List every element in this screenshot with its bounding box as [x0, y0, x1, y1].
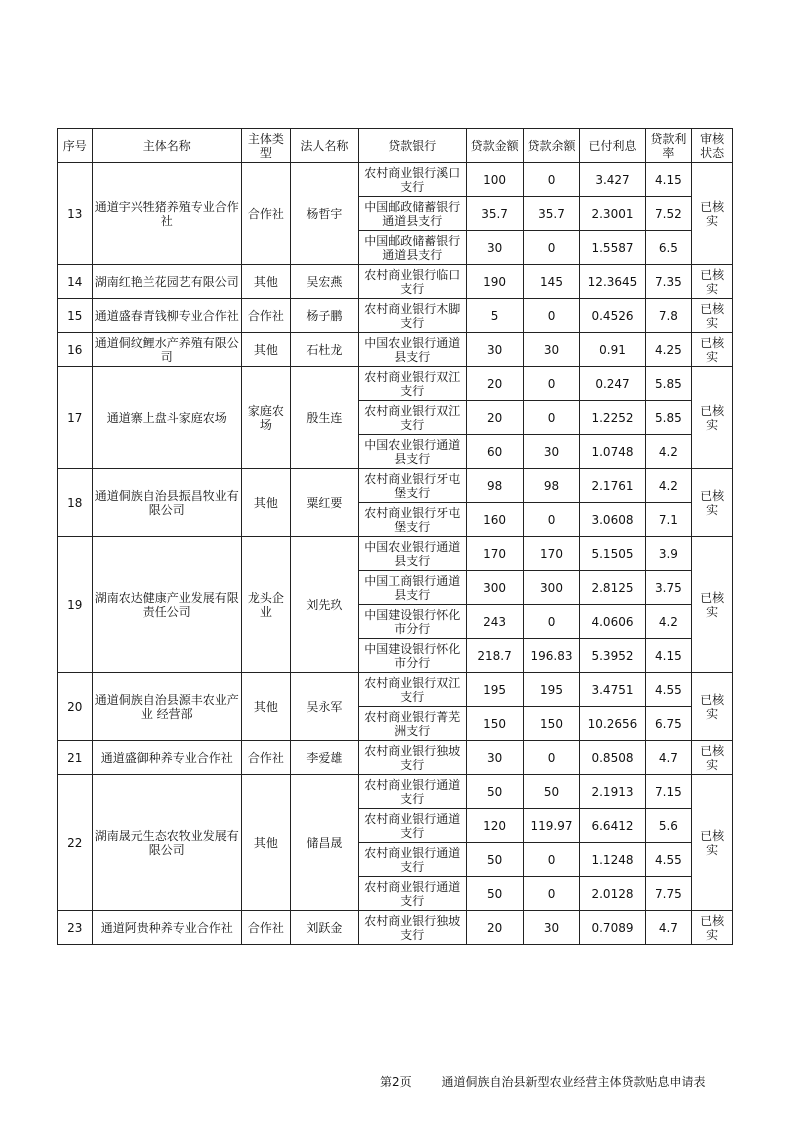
- paid-interest: 4.0606: [580, 605, 645, 639]
- loan-balance: 170: [523, 537, 580, 571]
- paid-interest: 1.1248: [580, 843, 645, 877]
- loan-amount: 20: [466, 367, 523, 401]
- review-status: 已核实: [692, 537, 733, 673]
- loan-balance: 0: [523, 877, 580, 911]
- loan-balance: 98: [523, 469, 580, 503]
- loan-amount: 50: [466, 877, 523, 911]
- loan-balance: 0: [523, 231, 580, 265]
- loan-amount: 35.7: [466, 197, 523, 231]
- entity-type: 合作社: [241, 911, 290, 945]
- loan-rate: 4.7: [645, 741, 692, 775]
- paid-interest: 0.247: [580, 367, 645, 401]
- loan-rate: 4.2: [645, 605, 692, 639]
- header-no: 序号: [58, 129, 93, 163]
- loan-bank: 农村商业银行独坡支行: [358, 911, 466, 945]
- loan-amount: 30: [466, 231, 523, 265]
- loan-bank: 农村商业银行牙屯堡支行: [358, 469, 466, 503]
- table-row: [58, 333, 733, 367]
- page-number: 第2页: [380, 1075, 412, 1089]
- loan-rate: 3.75: [645, 571, 692, 605]
- loan-balance: 145: [523, 265, 580, 299]
- legal-person: 吴宏燕: [290, 265, 358, 299]
- header-balance: 贷款余额: [523, 129, 580, 163]
- paid-interest: 0.91: [580, 333, 645, 367]
- header-type: 主体类型: [241, 129, 290, 163]
- legal-person: 刘跃金: [290, 911, 358, 945]
- loan-balance: 0: [523, 605, 580, 639]
- loan-rate: 7.8: [645, 299, 692, 333]
- header-status: 审核状态: [692, 129, 733, 163]
- loan-bank: 农村商业银行通道支行: [358, 843, 466, 877]
- table-row: [58, 537, 733, 571]
- row-number: 14: [58, 265, 93, 299]
- table-row: [58, 775, 733, 809]
- page-footer: [380, 1073, 705, 1090]
- loan-bank: 农村商业银行独坡支行: [358, 741, 466, 775]
- entity-type: 合作社: [241, 163, 290, 265]
- loan-bank: 农村商业银行牙屯堡支行: [358, 503, 466, 537]
- loan-bank: 中国建设银行怀化市分行: [358, 605, 466, 639]
- loan-amount: 98: [466, 469, 523, 503]
- loan-rate: 5.85: [645, 367, 692, 401]
- loan-balance: 0: [523, 503, 580, 537]
- entity-type: 合作社: [241, 741, 290, 775]
- paid-interest: 6.6412: [580, 809, 645, 843]
- legal-person: 李爱雄: [290, 741, 358, 775]
- header-rate: 贷款利率: [645, 129, 692, 163]
- paid-interest: 2.8125: [580, 571, 645, 605]
- review-status: 已核实: [692, 367, 733, 469]
- loan-bank: 中国农业银行通道县支行: [358, 435, 466, 469]
- review-status: 已核实: [692, 299, 733, 333]
- entity-type: 合作社: [241, 299, 290, 333]
- loan-rate: 4.2: [645, 469, 692, 503]
- table-row: [58, 367, 733, 401]
- entity-name: 通道侗纹鲤水产养殖有限公司: [92, 333, 241, 367]
- loan-bank: 中国农业银行通道县支行: [358, 537, 466, 571]
- loan-balance: 119.97: [523, 809, 580, 843]
- table-row: [58, 673, 733, 707]
- row-number: 16: [58, 333, 93, 367]
- row-number: 19: [58, 537, 93, 673]
- loan-balance: 150: [523, 707, 580, 741]
- review-status: 已核实: [692, 163, 733, 265]
- document-title: 通道侗族自治县新型农业经营主体贷款贴息申请表: [441, 1075, 706, 1089]
- header-interest: 已付利息: [580, 129, 645, 163]
- paid-interest: 3.0608: [580, 503, 645, 537]
- loan-bank: 农村商业银行通道支行: [358, 809, 466, 843]
- entity-name: 湖南红艳兰花园艺有限公司: [92, 265, 241, 299]
- entity-name: 通道侗族自治县振昌牧业有限公司: [92, 469, 241, 537]
- loan-amount: 150: [466, 707, 523, 741]
- loan-amount: 100: [466, 163, 523, 197]
- legal-person: 杨哲宇: [290, 163, 358, 265]
- row-number: 22: [58, 775, 93, 911]
- legal-person: 殷生连: [290, 367, 358, 469]
- loan-bank: 农村商业银行菁芜洲支行: [358, 707, 466, 741]
- paid-interest: 3.427: [580, 163, 645, 197]
- loan-balance: 300: [523, 571, 580, 605]
- review-status: 已核实: [692, 673, 733, 741]
- entity-type: 家庭农场: [241, 367, 290, 469]
- entity-name: 通道宇兴牲猪养殖专业合作社: [92, 163, 241, 265]
- loan-bank: 农村商业银行临口支行: [358, 265, 466, 299]
- paid-interest: 2.0128: [580, 877, 645, 911]
- table-row: [58, 299, 733, 333]
- loan-amount: 50: [466, 843, 523, 877]
- paid-interest: 1.5587: [580, 231, 645, 265]
- loan-rate: 5.85: [645, 401, 692, 435]
- entity-type: 其他: [241, 333, 290, 367]
- entity-name: 通道盛春青钱柳专业合作社: [92, 299, 241, 333]
- loan-balance: 196.83: [523, 639, 580, 673]
- loan-amount: 30: [466, 333, 523, 367]
- paid-interest: 5.3952: [580, 639, 645, 673]
- header-bank: 贷款银行: [358, 129, 466, 163]
- loan-bank: 中国工商银行通道县支行: [358, 571, 466, 605]
- loan-rate: 6.75: [645, 707, 692, 741]
- loan-amount: 195: [466, 673, 523, 707]
- loan-amount: 50: [466, 775, 523, 809]
- paid-interest: 1.2252: [580, 401, 645, 435]
- loan-rate: 4.25: [645, 333, 692, 367]
- table-row: [58, 911, 733, 945]
- entity-type: 其他: [241, 469, 290, 537]
- paid-interest: 1.0748: [580, 435, 645, 469]
- loan-rate: 3.9: [645, 537, 692, 571]
- loan-balance: 195: [523, 673, 580, 707]
- entity-name: 湖南晟元生态农牧业发展有限公司: [92, 775, 241, 911]
- entity-name: 通道寨上盘斗家庭农场: [92, 367, 241, 469]
- loan-bank: 中国农业银行通道县支行: [358, 333, 466, 367]
- paid-interest: 2.3001: [580, 197, 645, 231]
- loan-rate: 7.1: [645, 503, 692, 537]
- row-number: 20: [58, 673, 93, 741]
- entity-name: 通道阿贵种养专业合作社: [92, 911, 241, 945]
- loan-rate: 7.35: [645, 265, 692, 299]
- loan-rate: 4.7: [645, 911, 692, 945]
- row-number: 15: [58, 299, 93, 333]
- loan-balance: 35.7: [523, 197, 580, 231]
- header-amount: 贷款金额: [466, 129, 523, 163]
- entity-type: 龙头企业: [241, 537, 290, 673]
- table-body: [58, 163, 733, 945]
- loan-table: [57, 128, 733, 945]
- loan-balance: 30: [523, 911, 580, 945]
- legal-person: 粟红要: [290, 469, 358, 537]
- loan-rate: 4.2: [645, 435, 692, 469]
- review-status: 已核实: [692, 775, 733, 911]
- loan-amount: 218.7: [466, 639, 523, 673]
- loan-rate: 4.55: [645, 843, 692, 877]
- legal-person: 杨子鹏: [290, 299, 358, 333]
- review-status: 已核实: [692, 911, 733, 945]
- loan-bank: 农村商业银行双江支行: [358, 401, 466, 435]
- loan-amount: 160: [466, 503, 523, 537]
- review-status: 已核实: [692, 469, 733, 537]
- row-number: 23: [58, 911, 93, 945]
- loan-amount: 20: [466, 401, 523, 435]
- loan-rate: 7.15: [645, 775, 692, 809]
- loan-amount: 20: [466, 911, 523, 945]
- loan-rate: 4.55: [645, 673, 692, 707]
- loan-rate: 4.15: [645, 163, 692, 197]
- entity-type: 其他: [241, 673, 290, 741]
- loan-bank: 农村商业银行双江支行: [358, 367, 466, 401]
- loan-rate: 4.15: [645, 639, 692, 673]
- loan-rate: 6.5: [645, 231, 692, 265]
- loan-balance: 50: [523, 775, 580, 809]
- review-status: 已核实: [692, 265, 733, 299]
- entity-name: 湖南农达健康产业发展有限责任公司: [92, 537, 241, 673]
- table-row: [58, 163, 733, 197]
- row-number: 21: [58, 741, 93, 775]
- legal-person: 吴永军: [290, 673, 358, 741]
- paid-interest: 3.4751: [580, 673, 645, 707]
- paid-interest: 10.2656: [580, 707, 645, 741]
- loan-amount: 5: [466, 299, 523, 333]
- review-status: 已核实: [692, 333, 733, 367]
- entity-type: 其他: [241, 775, 290, 911]
- legal-person: 储昌晟: [290, 775, 358, 911]
- table-header: [58, 129, 733, 163]
- paid-interest: 0.8508: [580, 741, 645, 775]
- entity-type: 其他: [241, 265, 290, 299]
- row-number: 17: [58, 367, 93, 469]
- row-number: 18: [58, 469, 93, 537]
- header-person: 法人名称: [290, 129, 358, 163]
- loan-amount: 170: [466, 537, 523, 571]
- loan-bank: 农村商业银行双江支行: [358, 673, 466, 707]
- loan-balance: 0: [523, 367, 580, 401]
- loan-rate: 5.6: [645, 809, 692, 843]
- loan-balance: 0: [523, 163, 580, 197]
- loan-bank: 农村商业银行通道支行: [358, 877, 466, 911]
- paid-interest: 2.1913: [580, 775, 645, 809]
- loan-balance: 0: [523, 741, 580, 775]
- loan-bank: 农村商业银行木脚支行: [358, 299, 466, 333]
- entity-name: 通道侗族自治县源丰农业产业 经营部: [92, 673, 241, 741]
- loan-balance: 0: [523, 299, 580, 333]
- loan-amount: 300: [466, 571, 523, 605]
- loan-amount: 30: [466, 741, 523, 775]
- loan-bank: 中国邮政储蓄银行通道县支行: [358, 197, 466, 231]
- loan-bank: 农村商业银行通道支行: [358, 775, 466, 809]
- loan-balance: 30: [523, 435, 580, 469]
- header-name: 主体名称: [92, 129, 241, 163]
- table-row: [58, 265, 733, 299]
- table-row: [58, 469, 733, 503]
- legal-person: 刘先玖: [290, 537, 358, 673]
- paid-interest: 0.4526: [580, 299, 645, 333]
- loan-bank: 中国建设银行怀化市分行: [358, 639, 466, 673]
- paid-interest: 2.1761: [580, 469, 645, 503]
- loan-amount: 243: [466, 605, 523, 639]
- paid-interest: 0.7089: [580, 911, 645, 945]
- loan-bank: 中国邮政储蓄银行通道县支行: [358, 231, 466, 265]
- review-status: 已核实: [692, 741, 733, 775]
- loan-balance: 30: [523, 333, 580, 367]
- table-row: [58, 741, 733, 775]
- loan-balance: 0: [523, 843, 580, 877]
- row-number: 13: [58, 163, 93, 265]
- entity-name: 通道盛御种养专业合作社: [92, 741, 241, 775]
- paid-interest: 5.1505: [580, 537, 645, 571]
- legal-person: 石杜龙: [290, 333, 358, 367]
- loan-rate: 7.52: [645, 197, 692, 231]
- loan-amount: 190: [466, 265, 523, 299]
- loan-balance: 0: [523, 401, 580, 435]
- loan-amount: 60: [466, 435, 523, 469]
- loan-bank: 农村商业银行溪口支行: [358, 163, 466, 197]
- paid-interest: 12.3645: [580, 265, 645, 299]
- loan-rate: 7.75: [645, 877, 692, 911]
- loan-amount: 120: [466, 809, 523, 843]
